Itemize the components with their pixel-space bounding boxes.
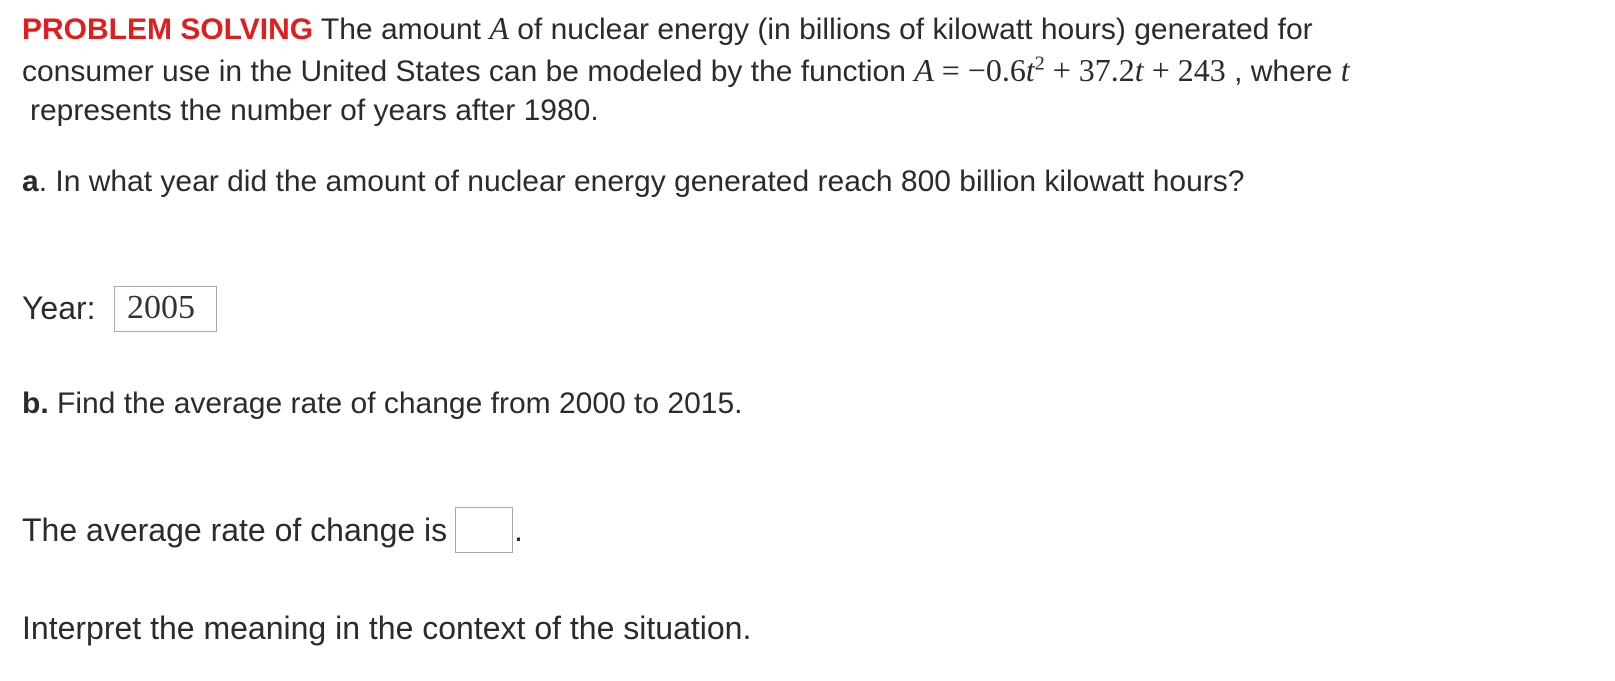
intro-text-2: of nuclear energy (in billions of kilowatt hours) generated for [508, 13, 1313, 46]
part-b-label: b. [22, 387, 49, 420]
average-rate-period: . [514, 512, 523, 548]
average-rate-label: The average rate of change is [22, 512, 448, 548]
part-b-text: Find the average rate of change from 2000 to 2015. [48, 387, 743, 420]
year-answer-value: 2005 [127, 289, 195, 326]
part-a-question [22, 165, 1244, 199]
intro-text-3: consumer use in the United States can be modeled by the function [22, 55, 915, 88]
intro-text-1: The amount [313, 13, 490, 46]
part-a-text: . In what year did the amount of nuclear energy generated reach 800 billion kilowatt hours? [38, 165, 1245, 198]
year-label: Year: [22, 290, 96, 326]
problem-intro-line-3: represents the number of years after 1980. [30, 94, 599, 127]
year-answer-input[interactable] [114, 286, 217, 332]
interpret-prompt: Interpret the meaning in the context of the situation. [22, 610, 752, 646]
problem-intro-line-1 [22, 10, 1313, 47]
part-b-question [22, 387, 742, 421]
part-a-label: a [22, 165, 39, 198]
average-rate-input[interactable] [455, 507, 513, 553]
where-text: , where [1225, 55, 1341, 88]
variable-A: A [489, 10, 509, 46]
problem-solving-label: PROBLEM SOLVING [22, 13, 314, 46]
variable-t: t [1340, 52, 1350, 88]
problem-intro-line-2 [22, 52, 1350, 89]
function-formula: $A = -0.6t^2 + 37.2t + 243$ [914, 52, 1226, 88]
